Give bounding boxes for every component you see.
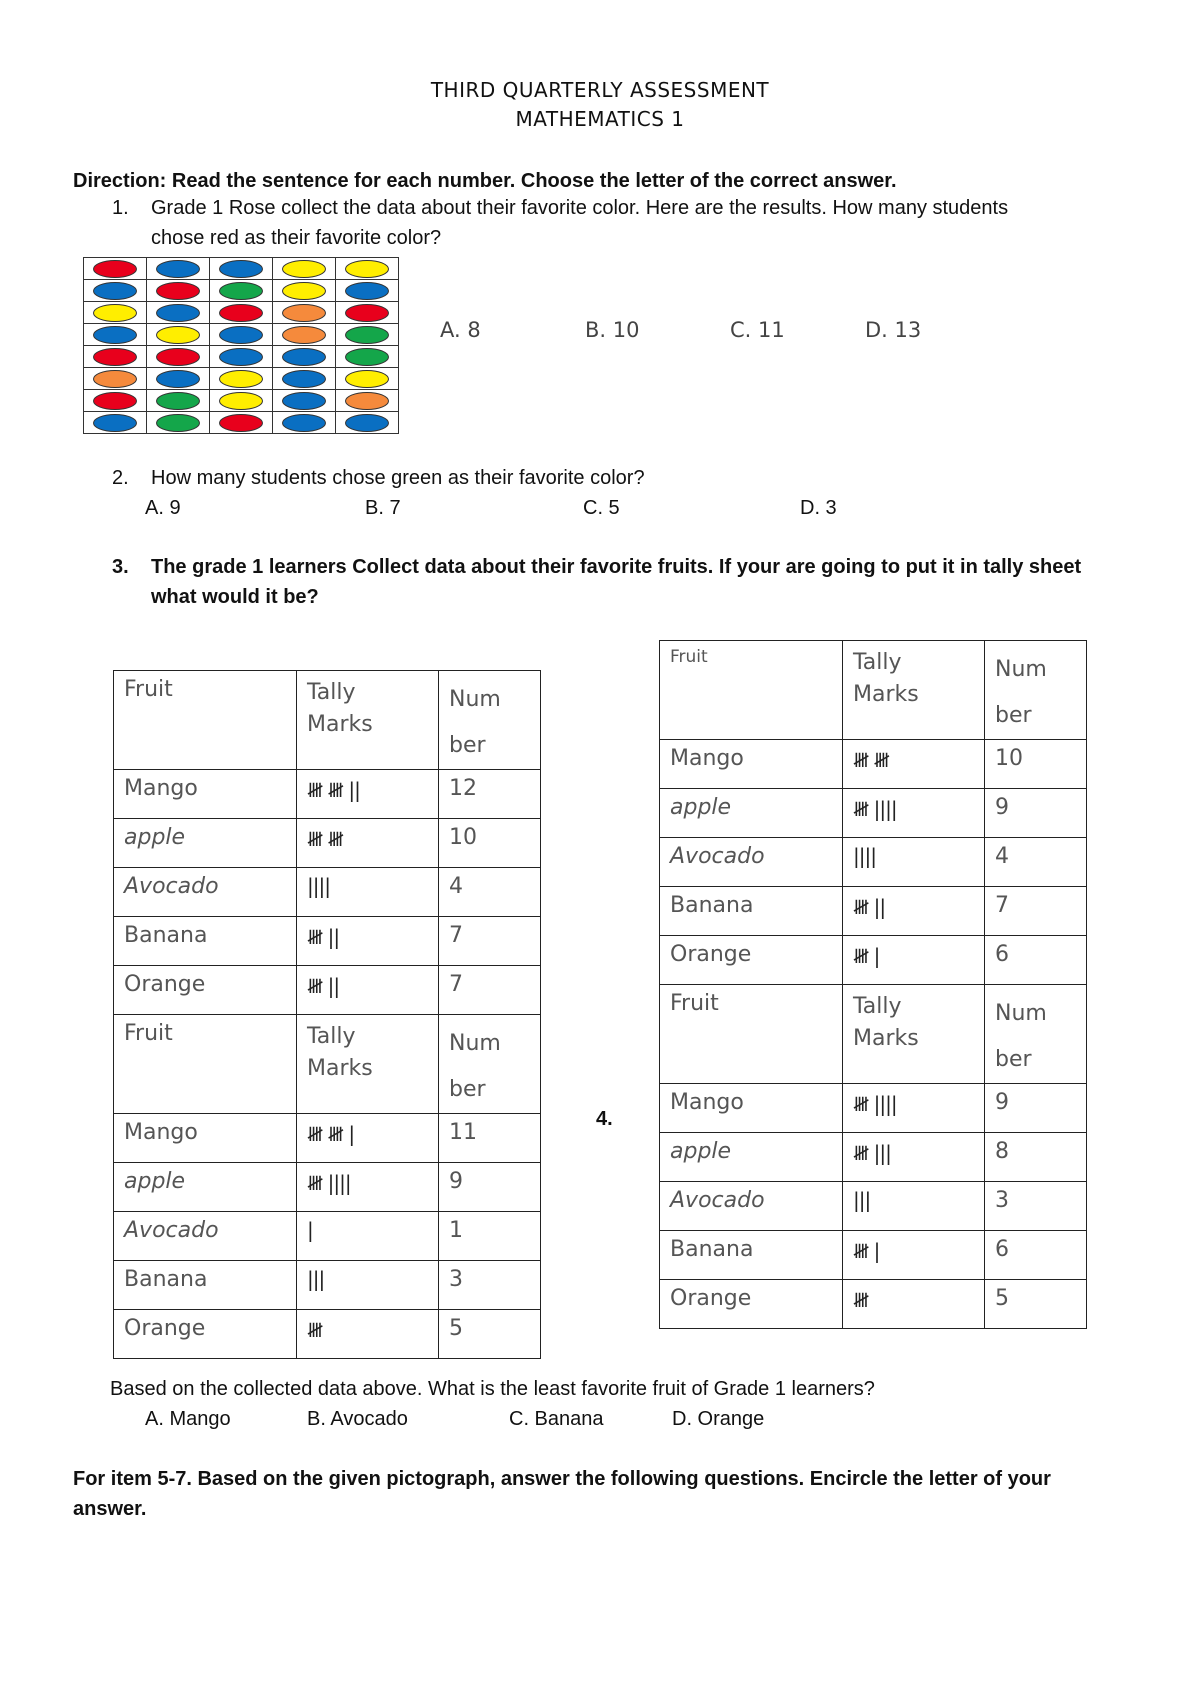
- color-grid-cell: [84, 324, 147, 346]
- tally-cell: ||||: [843, 838, 985, 887]
- fruit-header: Fruit: [660, 641, 843, 740]
- green-dot: [219, 282, 263, 300]
- fruit-cell: Avocado: [660, 1182, 843, 1231]
- tally-header-line1: Tally: [307, 680, 356, 705]
- number-cell: 7: [439, 966, 541, 1015]
- color-grid-row: [84, 346, 399, 368]
- q3-number: 3.: [112, 556, 129, 578]
- fruit-cell: Mango: [114, 1114, 297, 1163]
- tally-cell: 𝍸 ||||: [297, 1163, 439, 1212]
- number-cell: 7: [985, 887, 1087, 936]
- number-cell: 6: [985, 1231, 1087, 1280]
- table-row: [660, 1084, 1087, 1133]
- color-grid-cell: [147, 258, 210, 280]
- q4-option-b[interactable]: B. Avocado: [307, 1408, 408, 1430]
- color-grid-cell: [84, 390, 147, 412]
- fruit-cell: Banana: [660, 1231, 843, 1280]
- tally-cell: 𝍸 ||||: [843, 1084, 985, 1133]
- table-row: [114, 1261, 541, 1310]
- items-5-7-direction-line2: answer.: [73, 1498, 147, 1520]
- color-grid-cell: [273, 324, 336, 346]
- yellow-dot: [219, 392, 263, 410]
- number-cell: 11: [439, 1114, 541, 1163]
- blue-dot: [93, 282, 137, 300]
- color-grid-row: [84, 412, 399, 434]
- table-row: [660, 740, 1087, 789]
- tally-header-line2: Marks: [853, 682, 919, 707]
- tally-cell: 𝍸 |||: [843, 1133, 985, 1182]
- fruit-cell: Orange: [114, 1310, 297, 1359]
- color-grid-cell: [210, 258, 273, 280]
- fruit-cell: apple: [660, 789, 843, 838]
- color-grid-cell: [210, 368, 273, 390]
- color-grid-cell: [336, 280, 399, 302]
- blue-dot: [345, 414, 389, 432]
- fruit-cell: Avocado: [660, 838, 843, 887]
- color-grid-cell: [273, 368, 336, 390]
- fruit-cell: Avocado: [114, 1212, 297, 1261]
- table-row: [114, 819, 541, 868]
- number-header-line1: Num: [995, 1001, 1047, 1026]
- tally-header-row: [114, 671, 541, 770]
- yellow-dot: [93, 304, 137, 322]
- color-grid-cell: [210, 280, 273, 302]
- color-grid-cell: [336, 412, 399, 434]
- tally-cell: 𝍸: [843, 1280, 985, 1329]
- color-grid-row: [84, 280, 399, 302]
- fruit-cell: Mango: [660, 1084, 843, 1133]
- table-row: [660, 887, 1087, 936]
- number-cell: 3: [985, 1182, 1087, 1231]
- yellow-dot: [219, 370, 263, 388]
- red-dot: [93, 392, 137, 410]
- blue-dot: [282, 348, 326, 366]
- number-cell: 4: [985, 838, 1087, 887]
- fruit-cell: Banana: [660, 887, 843, 936]
- table-row: [114, 1212, 541, 1261]
- color-grid-cell: [273, 390, 336, 412]
- blue-dot: [345, 282, 389, 300]
- tally-cell: 𝍸 ||: [297, 966, 439, 1015]
- color-grid-cell: [336, 324, 399, 346]
- color-grid-row: [84, 258, 399, 280]
- color-grid-row: [84, 368, 399, 390]
- fruit-header: Fruit: [660, 985, 843, 1084]
- number-cell: 3: [439, 1261, 541, 1310]
- color-grid-cell: [84, 368, 147, 390]
- red-dot: [93, 260, 137, 278]
- red-dot: [156, 282, 200, 300]
- fruit-cell: apple: [114, 1163, 297, 1212]
- yellow-dot: [282, 260, 326, 278]
- number-header-line2: ber: [449, 1077, 486, 1102]
- orange-dot: [282, 304, 326, 322]
- tally-header-line1: Tally: [307, 1024, 356, 1049]
- fruit-cell: apple: [114, 819, 297, 868]
- color-grid-cell: [84, 280, 147, 302]
- green-dot: [345, 348, 389, 366]
- number-header-line2: ber: [449, 733, 486, 758]
- q1-number: 1.: [112, 197, 129, 219]
- blue-dot: [156, 370, 200, 388]
- orange-dot: [282, 326, 326, 344]
- number-header-line1: Num: [995, 657, 1047, 682]
- q4-option-d[interactable]: D. Orange: [672, 1408, 765, 1430]
- color-grid-cell: [147, 302, 210, 324]
- number-header-line1: Num: [449, 1031, 501, 1056]
- color-grid-cell: [210, 302, 273, 324]
- color-grid-cell: [147, 390, 210, 412]
- color-grid-cell: [336, 368, 399, 390]
- number-header: [985, 985, 1087, 1084]
- blue-dot: [156, 304, 200, 322]
- color-grid-cell: [336, 390, 399, 412]
- number-cell: 8: [985, 1133, 1087, 1182]
- tally-cell: |||: [843, 1182, 985, 1231]
- green-dot: [156, 392, 200, 410]
- yellow-dot: [282, 282, 326, 300]
- color-grid-cell: [336, 302, 399, 324]
- q3-text-line1: The grade 1 learners Collect data about their favorite fruits. If your are going to put it in tally sheet: [151, 556, 1082, 578]
- number-cell: 12: [439, 770, 541, 819]
- number-header: [985, 641, 1087, 740]
- number-header-line2: ber: [995, 1047, 1032, 1072]
- red-dot: [345, 304, 389, 322]
- tally-cell: 𝍸 𝍸: [843, 740, 985, 789]
- table-row: [114, 1163, 541, 1212]
- orange-dot: [345, 392, 389, 410]
- tally-header-line2: Marks: [853, 1026, 919, 1051]
- table-row: [660, 838, 1087, 887]
- table-row: [114, 868, 541, 917]
- fruit-header: Fruit: [114, 671, 297, 770]
- number-cell: 10: [985, 740, 1087, 789]
- tally-marks-header: [843, 641, 985, 740]
- number-cell: 9: [439, 1163, 541, 1212]
- fruit-cell: Banana: [114, 917, 297, 966]
- blue-dot: [282, 370, 326, 388]
- page-subtitle: MATHEMATICS 1: [515, 107, 685, 131]
- color-grid-cell: [273, 258, 336, 280]
- table-row: [660, 1182, 1087, 1231]
- color-grid-cell: [147, 324, 210, 346]
- color-grid-row: [84, 324, 399, 346]
- q4-text: Based on the collected data above. What is the least favorite fruit of Grade 1 learners?: [110, 1378, 875, 1400]
- tally-header-line1: Tally: [853, 994, 902, 1019]
- fruit-cell: Mango: [660, 740, 843, 789]
- tally-cell: 𝍸 ||: [297, 917, 439, 966]
- color-grid-cell: [147, 412, 210, 434]
- tally-cell: 𝍸 𝍸 |: [297, 1114, 439, 1163]
- number-cell: 5: [439, 1310, 541, 1359]
- number-cell: 4: [439, 868, 541, 917]
- q2-option-a[interactable]: A. 9: [145, 497, 181, 519]
- tally-cell: |: [297, 1212, 439, 1261]
- color-grid-cell: [84, 258, 147, 280]
- color-grid-cell: [273, 412, 336, 434]
- color-grid-cell: [84, 302, 147, 324]
- q1-option-c[interactable]: C. 11: [730, 318, 785, 342]
- favorite-color-grid: [83, 257, 399, 434]
- color-grid-cell: [273, 302, 336, 324]
- fruit-header: Fruit: [114, 1015, 297, 1114]
- q4-option-a[interactable]: A. Mango: [145, 1408, 231, 1430]
- blue-dot: [219, 348, 263, 366]
- q2-option-c[interactable]: C. 5: [583, 497, 620, 519]
- tally-cell: 𝍸 |: [843, 936, 985, 985]
- blue-dot: [282, 414, 326, 432]
- table-row: [114, 770, 541, 819]
- color-grid-cell: [336, 258, 399, 280]
- tally-header-row: [114, 1015, 541, 1114]
- number-header-line2: ber: [995, 703, 1032, 728]
- tally-cell: 𝍸 𝍸: [297, 819, 439, 868]
- q1-text-line2: chose red as their favorite color?: [151, 227, 442, 249]
- tally-table-left: [113, 670, 541, 1359]
- table-row: [660, 936, 1087, 985]
- tally-cell: |||: [297, 1261, 439, 1310]
- fruit-cell: Mango: [114, 770, 297, 819]
- fruit-cell: Orange: [660, 1280, 843, 1329]
- q1-text-line1: Grade 1 Rose collect the data about their favorite color. Here are the results. How many students: [151, 197, 1009, 219]
- items-5-7-direction-line1: For item 5-7. Based on the given pictograph, answer the following questions. Encircle the letter of your: [73, 1468, 1051, 1490]
- blue-dot: [219, 326, 263, 344]
- table-row: [114, 1114, 541, 1163]
- fruit-cell: apple: [660, 1133, 843, 1182]
- number-cell: 10: [439, 819, 541, 868]
- table-row: [114, 1310, 541, 1359]
- tally-header-line1: Tally: [853, 650, 902, 675]
- fruit-cell: Banana: [114, 1261, 297, 1310]
- number-cell: 5: [985, 1280, 1087, 1329]
- color-grid-cell: [147, 346, 210, 368]
- page-title: THIRD QUARTERLY ASSESSMENT: [430, 78, 770, 102]
- blue-dot: [93, 414, 137, 432]
- tally-header-line2: Marks: [307, 1056, 373, 1081]
- red-dot: [156, 348, 200, 366]
- tally-cell: 𝍸 𝍸 ||: [297, 770, 439, 819]
- number-header-line1: Num: [449, 687, 501, 712]
- yellow-dot: [345, 260, 389, 278]
- q2-text: How many students chose green as their favorite color?: [151, 467, 645, 489]
- number-cell: 9: [985, 789, 1087, 838]
- tally-marks-header: [297, 671, 439, 770]
- red-dot: [219, 304, 263, 322]
- table-row: [660, 789, 1087, 838]
- table-row: [114, 917, 541, 966]
- q2-option-d[interactable]: D. 3: [800, 497, 837, 519]
- fruit-cell: Avocado: [114, 868, 297, 917]
- number-cell: 7: [439, 917, 541, 966]
- tally-marks-header: [843, 985, 985, 1084]
- tally-cell: ||||: [297, 868, 439, 917]
- fruit-cell: Orange: [114, 966, 297, 1015]
- q4-number: 4.: [596, 1108, 613, 1130]
- table-row: [660, 1280, 1087, 1329]
- tally-header-row: [660, 641, 1087, 740]
- color-grid-cell: [273, 280, 336, 302]
- color-grid-cell: [147, 280, 210, 302]
- color-grid-cell: [147, 368, 210, 390]
- red-dot: [219, 414, 263, 432]
- color-grid-row: [84, 390, 399, 412]
- green-dot: [345, 326, 389, 344]
- tally-cell: 𝍸 |: [843, 1231, 985, 1280]
- color-grid-cell: [210, 412, 273, 434]
- color-grid-cell: [273, 346, 336, 368]
- q4-option-c[interactable]: C. Banana: [509, 1408, 604, 1430]
- blue-dot: [219, 260, 263, 278]
- blue-dot: [93, 326, 137, 344]
- q3-text-line2: what would it be?: [151, 586, 319, 608]
- number-cell: 1: [439, 1212, 541, 1261]
- color-grid-row: [84, 302, 399, 324]
- table-row: [660, 1133, 1087, 1182]
- blue-dot: [156, 260, 200, 278]
- number-header: [439, 671, 541, 770]
- color-grid-cell: [210, 346, 273, 368]
- tally-marks-header: [297, 1015, 439, 1114]
- table-row: [660, 1231, 1087, 1280]
- color-grid-cell: [210, 324, 273, 346]
- fruit-cell: Orange: [660, 936, 843, 985]
- tally-table-right: [659, 640, 1087, 1329]
- red-dot: [93, 348, 137, 366]
- tally-header-line2: Marks: [307, 712, 373, 737]
- table-row: [114, 966, 541, 1015]
- direction-text: Direction: Read the sentence for each number. Choose the letter of the correct answer.: [73, 170, 897, 192]
- tally-cell: 𝍸 ||||: [843, 789, 985, 838]
- color-grid-cell: [210, 390, 273, 412]
- q1-option-b[interactable]: B. 10: [585, 318, 640, 342]
- color-grid-cell: [84, 412, 147, 434]
- tally-cell: 𝍸: [297, 1310, 439, 1359]
- orange-dot: [93, 370, 137, 388]
- tally-cell: 𝍸 ||: [843, 887, 985, 936]
- q2-option-b[interactable]: B. 7: [365, 497, 401, 519]
- q1-option-a[interactable]: A. 8: [440, 318, 481, 342]
- yellow-dot: [345, 370, 389, 388]
- q1-option-d[interactable]: D. 13: [865, 318, 922, 342]
- color-grid-cell: [336, 346, 399, 368]
- green-dot: [156, 414, 200, 432]
- q2-number: 2.: [112, 467, 129, 489]
- number-cell: 9: [985, 1084, 1087, 1133]
- color-grid-cell: [84, 346, 147, 368]
- number-header: [439, 1015, 541, 1114]
- blue-dot: [282, 392, 326, 410]
- yellow-dot: [156, 326, 200, 344]
- tally-header-row: [660, 985, 1087, 1084]
- number-cell: 6: [985, 936, 1087, 985]
